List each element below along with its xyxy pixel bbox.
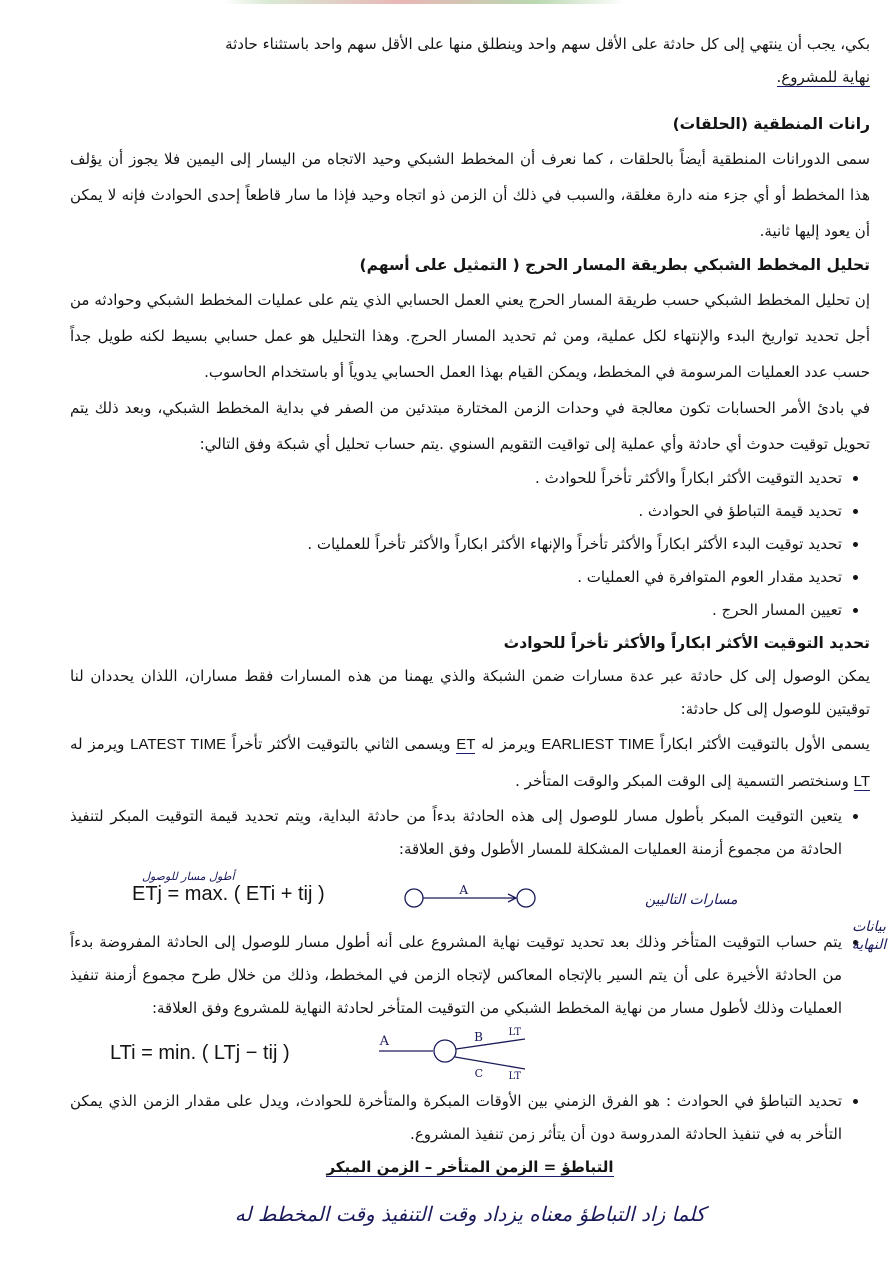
diagram-node bbox=[434, 1040, 456, 1062]
et-formula: ETj = max. ( ETi + tij ) bbox=[132, 883, 325, 905]
diagram-label-a: A bbox=[379, 1034, 389, 1049]
list-item: • تحديد قيمة التباطؤ في الحوادث . bbox=[70, 495, 842, 528]
analysis-paragraph-2: في بادئ الأمر الحسابات تكون معالجة في وحدات الزمن المختارة مبتدئين من الصفر في بداية المخطط الشبكي، وبعد ذلك يتم تحويل توقيت حدوث أي حادثة وأي عملية إلى تواقيت التقويم السنوي .يتم حساب تحليل أي شبكة وفق التالي: bbox=[70, 399, 870, 453]
diagram-out-arrow-c bbox=[455, 1057, 525, 1069]
loops-paragraph: سمى الدورانات المنطقية أيضاً بالحلقات ، كما نعرف أن المخطط الشبكي وحيد الاتجاه من اليسار إلى اليمين فلا يجوز أن يؤلف هذا المخطط أو أي جزء منه دارة مغلقة، والسبب في ذلك أن الزمن ذو اتجاه وحيد فإذا ما سار قاطعاً إحدى الحوادث فإنه لا يمكن أن يعود إليها ثانية. bbox=[70, 150, 870, 240]
diagram-label-b: B bbox=[474, 1030, 483, 1044]
late-time-bullet: • يتم حساب التوقيت المتأخر وذلك بعد تحديد توقيت نهاية المشروع على أنه أطول مسار للوصول إلى الحادثة المفروضة بدءاً من الحادثة الأخيرة على أن يتم السير بالإتجاه المعاكس لإتجاه الزمن في المخطط، وذلك من خلال طرح مجموع أزمنة تنفيذ العمليات وذلك لأطول مسار من نهاية المخطط الشبكي من التوقيت المتأخر لحادثة النهاية للمشروع وفق العلاقة: LTi = min. ( LTj − tij ) A B C LT LT bbox=[70, 926, 842, 1085]
lt-formula-line bbox=[70, 1025, 842, 1085]
scan-top-strip bbox=[0, 0, 893, 4]
analysis-paragraph-1: إن تحليل المخطط الشبكي حسب طريقة المسار الحرج يعني العمل الحسابي الذي يتم على عمليات المخطط الشبكي وحوادثه من أجل تحديد تواريخ البدء والإنتهاء لكل عملية، ومن ثم تحديد المسار الحرج. وهذا التحليل هو عمل حسابي بسيط لكنه طويل جداً حسب عدد العمليات المرسومة في المخطط، ويمكن القيام بهذا العمل الحسابي يدوياً أو باستخدام الحاسوب. bbox=[70, 291, 870, 381]
lt-formula: LTi = min. ( LTj − tij ) bbox=[110, 1042, 290, 1064]
et-formula-line bbox=[70, 866, 842, 926]
et-symbol: ET bbox=[456, 736, 476, 753]
handwritten-bottom-note: كلما زاد التباطؤ معناه يزداد وقت التنفيذ وقت المخطط له bbox=[234, 1202, 706, 1226]
event-arrow-diagram bbox=[400, 872, 560, 916]
diagram-start-node bbox=[405, 889, 423, 907]
loops-heading: رانات المنطقية (الحلقات) bbox=[672, 115, 870, 133]
earliest-time-term: EARLIEST TIME bbox=[541, 736, 655, 753]
handwritten-above-formula: أطول مسار للوصول bbox=[142, 870, 235, 883]
diagram-label-c: C bbox=[474, 1067, 483, 1080]
document-page bbox=[70, 28, 870, 1251]
diagram-label-lt-2: LT bbox=[508, 1071, 521, 1082]
timing-paragraph: يمكن الوصول إلى كل حادثة عبر عدة مسارات ضمن الشبكة والذي يهمنا من هذه المسارات فقط مساران، اللذان يحددان لنا توقيتين للوصول إلى كل حادثة: bbox=[70, 667, 870, 718]
diagram-label-lt-1: LT bbox=[508, 1027, 521, 1038]
diagram-end-node bbox=[517, 889, 535, 907]
handwritten-margin-note-mid: مسارات التاليين bbox=[645, 892, 738, 908]
diagram-label-a: A bbox=[459, 883, 468, 897]
lt-symbol: LT bbox=[853, 773, 870, 790]
list-item: • تعيين المسار الحرج . bbox=[70, 594, 842, 627]
timing-naming-paragraph: يسمى الأول بالتوقيت الأكثر ابكاراً EARLIEST TIME ويرمز له ET ويسمى الثاني بالتوقيت الأكثر تأخراً LATEST TIME ويرمز له LT وسنختصر التسمية إلى الوقت المبكر والوقت المتأخر . bbox=[70, 735, 870, 790]
list-item: • تحديد توقيت البدء الأكثر ابكاراً والأكثر تأخراً والإنهاء الأكثر ابكاراً والأكثر تأخراً للعمليات . bbox=[70, 528, 842, 561]
list-item: • تحديد التوقيت الأكثر ابكاراً والأكثر تأخراً للحوادث . bbox=[70, 462, 842, 495]
timing-bullets bbox=[70, 800, 870, 1151]
slack-formula: التباطؤ = الزمن المتأخر – الزمن المبكر bbox=[326, 1158, 614, 1176]
intro-line-2: نهاية للمشروع. bbox=[776, 68, 870, 86]
list-item: • تحديد مقدار العوم المتوافرة في العمليات . bbox=[70, 561, 842, 594]
analysis-heading: تحليل المخطط الشبكي بطريقة المسار الحرج ( التمثيل على أسهم) bbox=[359, 256, 870, 274]
timing-heading: تحديد التوقيت الأكثر ابكاراً والأكثر تأخراً للحوادث bbox=[503, 634, 870, 652]
handwritten-margin-note-side: بيانات النهاية bbox=[851, 919, 887, 953]
intro-line-1: بكي، يجب أن ينتهي إلى كل حادثة على الأقل سهم واحد وينطلق منها على الأقل سهم واحد باستثناء حادثة bbox=[225, 35, 870, 53]
analysis-steps-list bbox=[70, 462, 870, 627]
early-time-bullet: • يتعين التوقيت المبكر بأطول مسار للوصول إلى هذه الحادثة بدءاً من حادثة البداية، ويتم تحديد قيمة التوقيت المبكر لتنفيذ الحادثة من مجموع أزمنة العمليات المشكلة للمسار الأطول وفق العلاقة: ETj = max. ( ETi + tij ) أطول مسار للوصول A مسارات التاليين bbox=[70, 800, 842, 926]
diagram-out-arrow-b bbox=[456, 1039, 525, 1049]
reverse-arrow-diagram bbox=[375, 1027, 545, 1083]
latest-time-term: LATEST TIME bbox=[130, 736, 227, 753]
slack-bullet: • تحديد التباطؤ في الحوادث : هو الفرق الزمني بين الأوقات المبكرة والمتأخرة للحوادث، ويدل على مقدار الزمن الذي يمكن التأخر به في تنفيذ الحادثة المدروسة دون أن يتأثر زمن تنفيذ المشروع. bbox=[70, 1085, 842, 1151]
